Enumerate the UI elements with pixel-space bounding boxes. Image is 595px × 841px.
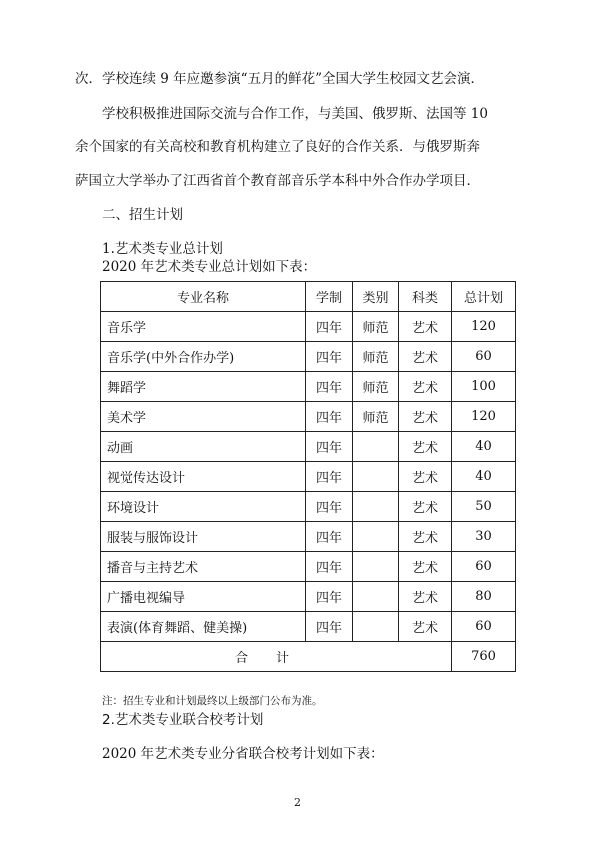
cell-duration: 四年	[306, 582, 353, 612]
cell-plan: 50	[452, 492, 516, 522]
cell-major: 广播电视编导	[101, 582, 306, 612]
cell-major: 视觉传达设计	[101, 462, 306, 492]
paragraph-line-3: 余个国家的有关高校和教育机构建立了良好的合作关系．与俄罗斯奔	[75, 139, 480, 155]
paragraph-line-2: 学校积极推进国际交流与合作工作，与美国、俄罗斯、法国等 10	[102, 106, 488, 122]
table-row	[101, 462, 516, 492]
cell-duration: 四年	[306, 462, 353, 492]
table-row	[101, 342, 516, 372]
cell-plan: 40	[452, 462, 516, 492]
section-heading: 二、招生计划	[102, 207, 183, 223]
cell-plan: 60	[452, 612, 516, 642]
cell-duration: 四年	[306, 492, 353, 522]
cell-plan: 30	[452, 522, 516, 552]
table-row	[101, 582, 516, 612]
page-number: 2	[294, 796, 301, 809]
subsection-2-heading: 2.艺术类专业联合校考计划	[102, 712, 264, 728]
cell-category: 师范	[353, 402, 399, 432]
cell-duration: 四年	[306, 522, 353, 552]
cell-duration: 四年	[306, 312, 353, 342]
subsection-1-heading: 1.艺术类专业总计划	[102, 241, 223, 257]
cell-plan: 120	[452, 312, 516, 342]
cell-category: 师范	[353, 342, 399, 372]
cell-plan: 100	[452, 372, 516, 402]
cell-major: 音乐学(中外合作办学)	[101, 342, 306, 372]
header-major-name: 专业名称	[101, 282, 306, 312]
cell-subject: 艺术	[399, 402, 452, 432]
table-row	[101, 492, 516, 522]
header-subject-type: 科类	[399, 282, 452, 312]
cell-subject: 艺术	[399, 582, 452, 612]
subsection-1-intro: 2020 年艺术类专业总计划如下表：	[102, 259, 317, 275]
subsection-2-intro: 2020 年艺术类专业分省联合校考计划如下表：	[102, 746, 384, 762]
table-row	[101, 372, 516, 402]
cell-category	[353, 462, 399, 492]
header-duration: 学制	[306, 282, 353, 312]
cell-duration: 四年	[306, 402, 353, 432]
cell-plan: 40	[452, 432, 516, 462]
cell-major: 表演(体育舞蹈、健美操)	[101, 612, 306, 642]
table-footnote: 注：招生专业和计划最终以上级部门公布为准。	[102, 695, 323, 707]
cell-duration: 四年	[306, 552, 353, 582]
cell-subject: 艺术	[399, 372, 452, 402]
cell-plan: 120	[452, 402, 516, 432]
cell-duration: 四年	[306, 432, 353, 462]
cell-plan: 80	[452, 582, 516, 612]
cell-major: 服装与服饰设计	[101, 522, 306, 552]
header-category: 类别	[353, 282, 399, 312]
cell-major: 音乐学	[101, 312, 306, 342]
cell-subject: 艺术	[399, 432, 452, 462]
cell-category	[353, 432, 399, 462]
enrollment-plan-table	[100, 281, 516, 672]
table-total-row	[101, 642, 516, 672]
cell-subject: 艺术	[399, 342, 452, 372]
table-row	[101, 432, 516, 462]
cell-subject: 艺术	[399, 492, 452, 522]
cell-subject: 艺术	[399, 552, 452, 582]
cell-category	[353, 522, 399, 552]
header-total-plan: 总计划	[452, 282, 516, 312]
cell-plan: 60	[452, 552, 516, 582]
cell-duration: 四年	[306, 342, 353, 372]
table-row	[101, 402, 516, 432]
table-row	[101, 522, 516, 552]
cell-subject: 艺术	[399, 462, 452, 492]
cell-major: 动画	[101, 432, 306, 462]
table-row	[101, 552, 516, 582]
cell-duration: 四年	[306, 612, 353, 642]
total-label: 合计	[101, 642, 452, 672]
cell-major: 环境设计	[101, 492, 306, 522]
cell-subject: 艺术	[399, 312, 452, 342]
cell-category	[353, 492, 399, 522]
table-row	[101, 612, 516, 642]
cell-major: 播音与主持艺术	[101, 552, 306, 582]
cell-plan: 60	[452, 342, 516, 372]
table-header-row	[101, 282, 516, 312]
cell-duration: 四年	[306, 372, 353, 402]
cell-subject: 艺术	[399, 612, 452, 642]
cell-major: 舞蹈学	[101, 372, 306, 402]
table-row	[101, 312, 516, 342]
cell-category	[353, 582, 399, 612]
cell-category	[353, 612, 399, 642]
total-value: 760	[452, 642, 516, 672]
paragraph-line-1: 次．学校连续 9 年应邀参演“五月的鲜花”全国大学生校园文艺会演．	[75, 71, 484, 87]
cell-subject: 艺术	[399, 522, 452, 552]
paragraph-line-4: 萨国立大学举办了江西省首个教育部音乐学本科中外合作办学项目．	[75, 173, 480, 189]
cell-category	[353, 552, 399, 582]
cell-major: 美术学	[101, 402, 306, 432]
cell-category: 师范	[353, 372, 399, 402]
cell-category: 师范	[353, 312, 399, 342]
